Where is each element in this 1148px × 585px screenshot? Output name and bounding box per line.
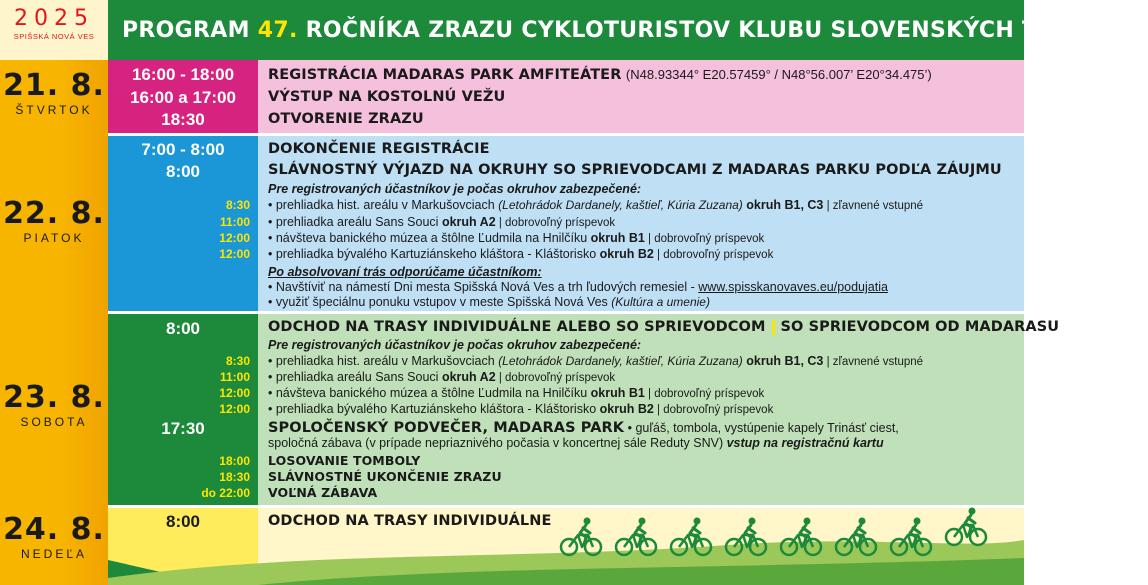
- day-row-1: [108, 60, 1024, 134]
- cyclist-icon: [560, 515, 602, 559]
- year: 2025: [14, 6, 94, 31]
- day-date: 21. 8.: [3, 68, 105, 103]
- cyclist-icon: [945, 505, 987, 549]
- event-title: LOSOVANIE TOMBOLY: [268, 453, 421, 468]
- time: 16:00 a 17:00: [130, 88, 236, 107]
- event-coords: (N48.93344° E20.57459° / N48°56.007’ E20°34.475’): [625, 67, 932, 82]
- events: [258, 60, 1024, 134]
- events: [258, 312, 1060, 506]
- event-title: ODCHOD NA TRASY INDIVIDUÁLNE ALEBO SO SPRIEVODCOM SO SPRIEVODCOM OD MADARASU: [268, 319, 1060, 335]
- time: 18:30: [161, 110, 205, 129]
- time-column: [108, 506, 258, 585]
- evening-time: 18:00: [219, 454, 250, 468]
- party-details: spoločná zábava (v prípade nepriaznivého počasia v koncertnej sále Reduty SNV) vstup na registračnú kartu: [268, 436, 884, 450]
- events: [258, 134, 1024, 312]
- event-title: VÝSTUP NA KOSTOLNÚ VEŽU: [268, 89, 506, 105]
- tour-item: • prehliadka bývalého Kartuziánskeho kláštora - Kláštorisko okruh B2 | dobrovoľný príspevok: [268, 402, 774, 416]
- website-link[interactable]: www.spisskanovaves.eu/podujatia: [698, 280, 888, 294]
- time: 16:00 - 18:00: [131, 65, 235, 84]
- time-column: [108, 60, 258, 134]
- tour-item: • prehliadka areálu Sans Souci okruh A2 | dobrovoľný príspevok: [268, 370, 616, 384]
- tour-time: 12:00: [219, 386, 250, 400]
- event-title: VOĽNÁ ZÁBAVA: [268, 485, 378, 500]
- year-box: [0, 0, 108, 60]
- day-label-2: [0, 196, 108, 245]
- cyclist-icon: [835, 515, 877, 559]
- tour-time: 12:00: [219, 247, 250, 261]
- title-number: 47.: [257, 17, 298, 43]
- day-name: PIATOK: [23, 231, 85, 245]
- time: 17:30: [161, 419, 205, 438]
- page-title: [108, 0, 1148, 60]
- day-label-4: [0, 512, 108, 561]
- day-name: SOBOTA: [20, 415, 88, 429]
- recommend-intro: Po absolvovaní trás odporúčame účastníkom:: [268, 265, 542, 279]
- cyclist-icon: [725, 515, 767, 559]
- tour-time: 11:00: [219, 370, 250, 384]
- event-title: ODCHOD NA TRASY INDIVIDUÁLNE: [268, 513, 552, 529]
- day-name: ŠTVRTOK: [15, 103, 93, 117]
- row-divider: [108, 505, 1024, 508]
- row-divider: [108, 311, 1024, 314]
- tour-item: • prehliadka hist. areálu v Markušovciach (Letohrádok Dardanely, kaštieľ, Kúria Zuzana) okruh B1, C3 | zľavnené vstupné: [268, 198, 924, 212]
- tour-intro: Pre registrovaných účastníkov je počas okruhov zabezpečené:: [268, 338, 642, 352]
- tour-time: 12:00: [219, 402, 250, 416]
- tour-time: 8:30: [225, 354, 250, 368]
- tour-item: • prehliadka areálu Sans Souci okruh A2 | dobrovoľný príspevok: [268, 215, 616, 229]
- evening-time: do 22:00: [201, 486, 250, 500]
- cyclist-icon: [615, 515, 657, 559]
- day-label-1: [0, 68, 108, 117]
- day-date: 24. 8.: [3, 512, 105, 547]
- recommend-item: • využiť špeciálnu ponuku vstupov v meste Spišská Nová Ves (Kultúra a umenie): [268, 295, 710, 309]
- time-column: [108, 312, 258, 506]
- recommend-item: • Navštíviť na námestí Dni mesta Spišská Nová Ves a trh ľudových remesiel - www.spisskanovaves.eu/podujatia: [268, 280, 888, 294]
- day-label-3: [0, 380, 108, 429]
- evening-time: 18:30: [219, 470, 250, 484]
- event-title: OTVORENIE ZRAZU: [268, 111, 424, 127]
- party-event: SPOLOČENSKÝ PODVEČER, MADARAS PARK • guľáš, tombola, vystúpenie kapely Trinásť ciest,: [268, 420, 899, 436]
- event-title: REGISTRÁCIA MADARAS PARK AMFITEÁTER: [268, 67, 622, 83]
- time: 8:00: [165, 319, 201, 338]
- tour-time: 11:00: [219, 215, 250, 229]
- event-title: SLÁVNOSTNÉ UKONČENIE ZRAZU: [268, 469, 502, 484]
- cyclist-icon: [890, 515, 932, 559]
- divider: [772, 320, 775, 335]
- title-prefix: PROGRAM: [122, 17, 250, 43]
- row-divider: [108, 133, 1024, 136]
- cyclists-decoration: [560, 515, 1020, 565]
- year-place: SPIŠSKÁ NOVÁ VES: [13, 32, 95, 41]
- event-title: DOKONČENIE REGISTRÁCIE: [268, 141, 490, 157]
- time: 8:00: [165, 512, 201, 531]
- tour-item: • prehliadka bývalého Kartuziánskeho kláštora - Kláštorisko okruh B2 | dobrovoľný príspevok: [268, 247, 774, 261]
- tour-intro: Pre registrovaných účastníkov je počas okruhov zabezpečené:: [268, 182, 642, 196]
- cyclist-icon: [780, 515, 822, 559]
- event: [268, 66, 932, 84]
- day-date: 22. 8.: [3, 196, 105, 231]
- event-title: SLÁVNOSTNÝ VÝJAZD NA OKRUHY SO SPRIEVODCAMI Z MADARAS PARKU PODĽA ZÁUJMU: [268, 162, 1002, 178]
- time: 7:00 - 8:00: [141, 140, 225, 159]
- tour-item: • návšteva banického múzea a štôlne Ľudmila na Hnilčíku okruh B1 | dobrovoľný príspevok: [268, 231, 765, 245]
- day-date: 23. 8.: [3, 380, 105, 415]
- day-row-2: [108, 134, 1024, 312]
- tour-time: 8:30: [225, 198, 250, 212]
- day-name: NEDEĽA: [20, 547, 88, 561]
- time: 8:00: [165, 162, 201, 181]
- day-row-3: [108, 312, 1060, 506]
- tour-item: • návšteva banického múzea a štôlne Ľudmila na Hnilčíku okruh B1 | dobrovoľný príspevok: [268, 386, 765, 400]
- title-suffix: ROČNÍKA ZRAZU CYKLOTURISTOV KLUBU SLOVENSKÝCH TURISTOV: [305, 17, 1148, 43]
- cyclist-icon: [670, 515, 712, 559]
- tour-item: • prehliadka hist. areálu v Markušovciach (Letohrádok Dardanely, kaštieľ, Kúria Zuzana) okruh B1, C3 | zľavnené vstupné: [268, 354, 924, 368]
- tour-time: 12:00: [219, 231, 250, 245]
- time-column: [108, 134, 258, 312]
